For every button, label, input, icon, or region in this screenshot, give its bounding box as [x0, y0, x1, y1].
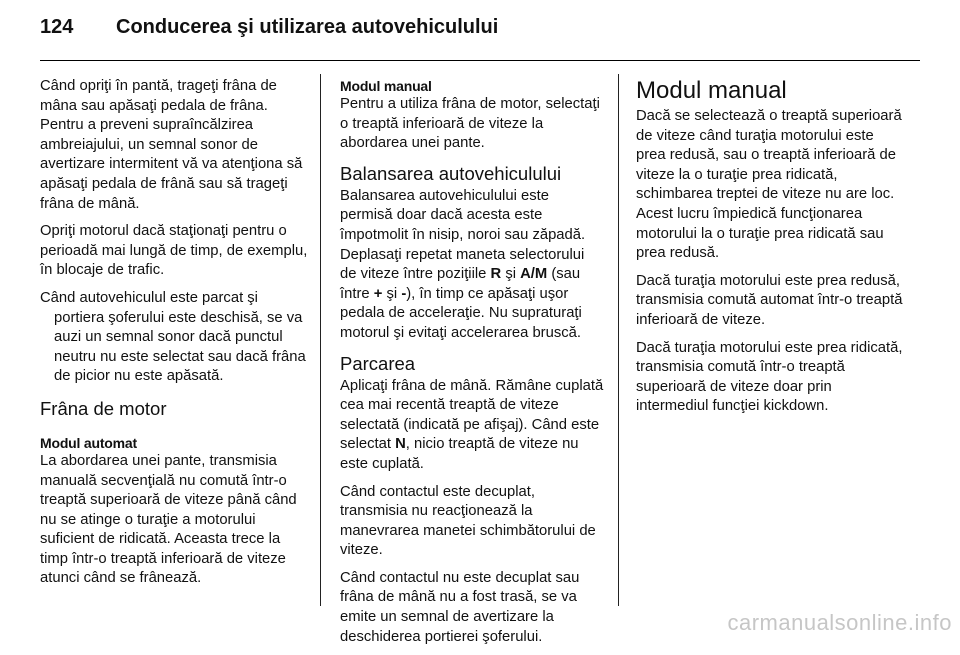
paragraph-automatic-mode: La abordarea unei pante, transmisia manuală secvenţială nu comută într-o treaptă superioară de viteze până când nu se atinge o turaţie a motorului suficient de ridicată. Aceasta trece la timp într-o treaptă inferioară de viteze atunci când se frânează. — [40, 452, 297, 587]
paragraph-manual-engine-brake: Pentru a utiliza frâna de motor, selectaţi o treaptă inferioară de viteze la abordarea unei pante. — [340, 96, 600, 152]
heading-rocking: Balansarea autovehiculului — [340, 162, 562, 184]
heading-parking: Parcarea — [340, 352, 416, 374]
paragraph-parking: Aplicaţi frâna de mână. Rămâne cuplată cea mai recentă treaptă de viteze selectată (indicată pe afişaj). Când este selectat N, nicio treaptă de viteze nu este cuplată. — [340, 377, 604, 472]
column-middle — [340, 77, 604, 655]
paragraph-ignition-off: Când contactul este decuplat, transmisia nu reacţionează la manevrarea manetei schimbătorului de viteze. — [340, 483, 596, 559]
heading-manual-mode: Modul manual — [636, 77, 787, 104]
paragraph-engine-off: Opriţi motorul dacă staţionaţi pentru o perioadă mai lungă de timp, de exemplu, în blocaje de trafic. — [40, 223, 308, 279]
column-left — [40, 77, 312, 597]
column-right — [636, 77, 906, 425]
paragraph-kickdown: Dacă turaţia motorului este prea ridicată, transmisia comută într-o treaptă superioară de viteze doar prin intermediul funcţiei kickdown. — [636, 339, 903, 415]
watermark: carmanualsonline.info — [727, 610, 952, 635]
paragraph-shift-blocked: Dacă se selectează o treaptă superioară de viteze când turaţia motorului este prea redusă, sau o treaptă inferioară de viteze la o turaţie prea ridicată, schimbarea treptei de viteze nu are loc. Acest lucru împiedică funcţionarea motorului la o turaţie prea ridicată sau prea redusă. — [636, 108, 902, 262]
header-rule — [40, 60, 920, 61]
heading-engine-brake: Frâna de motor — [40, 397, 167, 419]
column-divider-1 — [320, 74, 321, 606]
subheading-manual-mode: Modul manual — [340, 78, 432, 94]
page-title: Conducerea şi utilizarea autovehiculului — [116, 16, 499, 38]
paragraph-auto-downshift: Dacă turaţia motorului este prea redusă, transmisia comută automat într-o treaptă inferioară de viteze. — [636, 272, 903, 328]
page-number: 124 — [40, 16, 74, 38]
paragraph-hill-stop: Când opriţi în pantă, trageţi frâna de mâna sau apăsaţi pedala de frâna. Pentru a preveni supraîncălzirea ambreiajului, un semnal sonor de avertizare intermitent vă va atenţiona să apăsaţi pedala de frână sau să trageţi frâna de mână. — [40, 78, 303, 212]
paragraph-parked-warning: Când autovehiculul este parcat şi portiera şoferului este deschisă, se va auzi un semnal sonor dacă punctul neutru nu este selectat sau dacă frâna de picior nu este apăsată. — [40, 289, 306, 385]
page-header — [40, 16, 920, 46]
paragraph-door-warning: Când contactul nu este decuplat sau frâna de mână nu a fost trasă, se va emite un semnal de avertizare la deschiderea portierei şoferului. — [340, 569, 580, 645]
subheading-automatic-mode: Modul automat — [40, 434, 137, 451]
column-divider-2 — [618, 74, 619, 606]
paragraph-rocking: Balansarea autovehiculului este permisă doar dacă acesta este împotmolit în nisip, noroi sau zăpadă. Deplasaţi repetat maneta selectorului de viteze între poziţiile R şi A/M (sau între + şi -), în timp ce apăsaţi uşor pedala de acceleraţie. Nu supraturaţi motorul şi evitaţi accelerarea bruscă. — [340, 187, 586, 341]
